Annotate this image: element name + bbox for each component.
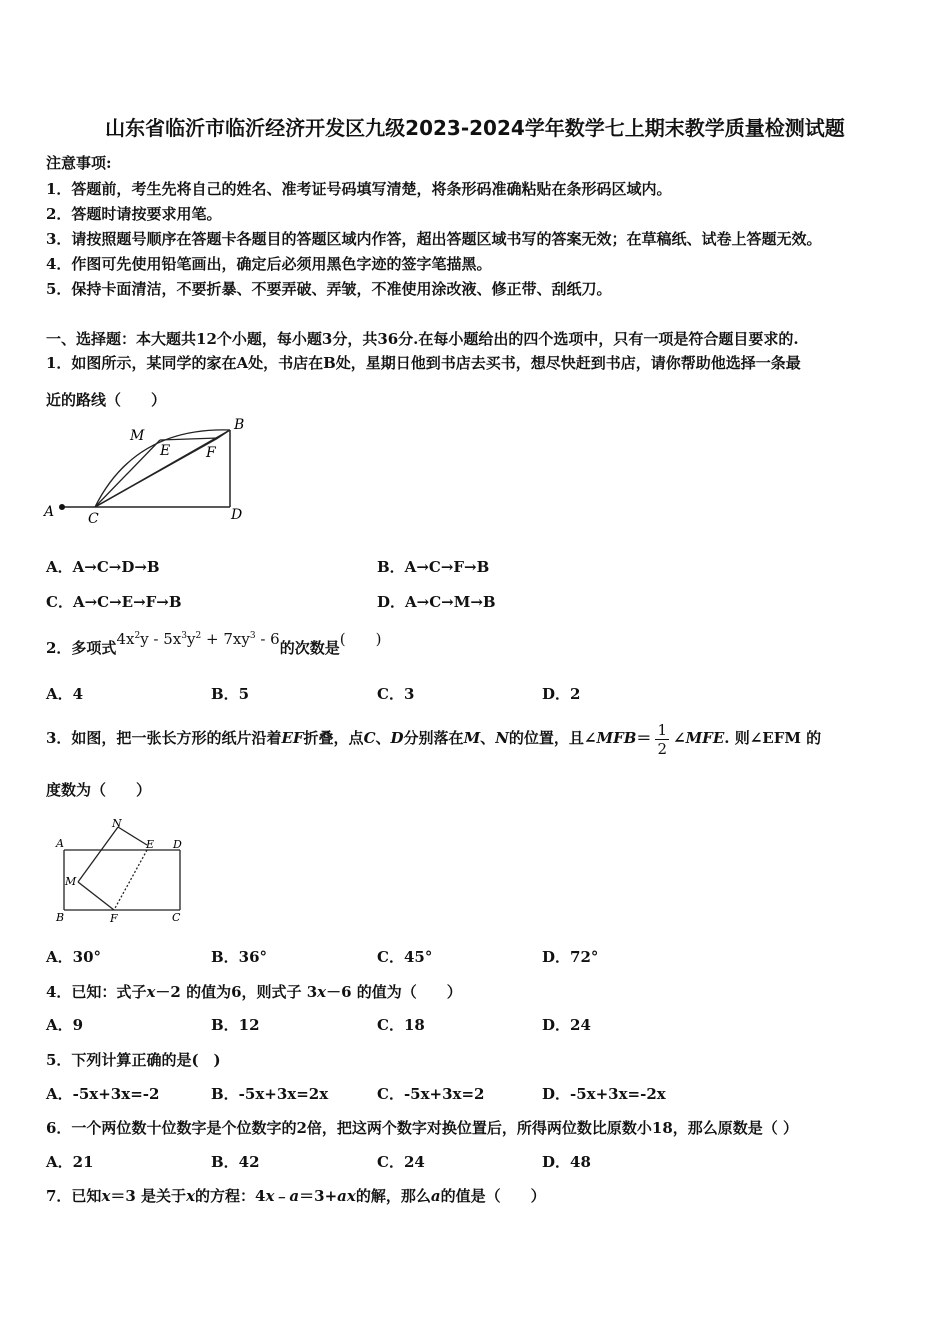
q3-label-n: N	[112, 817, 122, 830]
q3-label-d: D	[173, 838, 182, 851]
q3-label-f: F	[110, 912, 118, 925]
q6-option-b[interactable]: B．42	[211, 1153, 260, 1171]
q1-label-a: A	[44, 504, 55, 520]
q1-line1: 1．如图所示，某同学的家在A处，书店在B处，星期日他到书店去买书，想尽快赶到书店，请你帮助他选择一条最	[46, 354, 801, 372]
q1-label-c: C	[88, 511, 99, 527]
q1-option-d[interactable]: D．A→C→M→B	[377, 593, 496, 611]
q5-option-b[interactable]: B．-5x+3x=2x	[211, 1085, 329, 1103]
q2-prefix: 2．多项式	[46, 639, 117, 657]
q2-option-a[interactable]: A．4	[46, 685, 84, 703]
q1-label-f: F	[206, 445, 216, 461]
q4-option-a[interactable]: A．9	[46, 1016, 84, 1034]
q1-option-a[interactable]: A．A→C→D→B	[46, 558, 160, 576]
q1-figure	[40, 412, 255, 530]
q2-suffix: 的次数是	[279, 639, 340, 657]
q3-option-d[interactable]: D．72°	[542, 948, 599, 966]
q3-label-m: M	[65, 875, 77, 888]
q1-label-d: D	[231, 507, 243, 523]
q3-figure	[52, 815, 192, 927]
notice-item-2: 2．答题时请按要求用笔。	[46, 205, 222, 223]
q1-option-b[interactable]: B．A→C→F→B	[377, 558, 490, 576]
q5-option-c[interactable]: C．-5x+3x=2	[377, 1085, 485, 1103]
page-title: 山东省临沂市临沂经济开发区九级2023-2024学年数学七上期末教学质量检测试题	[105, 116, 845, 140]
q2-option-d[interactable]: D．2	[542, 685, 581, 703]
q3-label-c: C	[172, 911, 181, 924]
q2-stem	[46, 628, 382, 657]
q1-line2: 近的路线（ ）	[46, 391, 167, 409]
q5-option-d[interactable]: D．-5x+3x=-2x	[542, 1085, 666, 1103]
q3-line2: 度数为（ ）	[46, 781, 152, 799]
q1-label-b: B	[234, 417, 245, 433]
q3-label-b: B	[56, 911, 65, 924]
q4-option-c[interactable]: C．18	[377, 1016, 425, 1034]
q3-label-a: A	[56, 837, 64, 850]
notice-item-5: 5．保持卡面清洁，不要折暴、不要弄破、弄皱，不准使用涂改液、修正带、刮纸刀。	[46, 280, 612, 298]
q2-option-c[interactable]: C．3	[377, 685, 415, 703]
q4-option-b[interactable]: B．12	[211, 1016, 260, 1034]
notice-heading: 注意事项:	[46, 154, 112, 172]
q4-stem: 4．已知：式子x－2 的值为6，则式子 3x－6 的值为（ ）	[46, 983, 462, 1001]
q7-stem: 7．已知x＝3 是关于x的方程：4x﹣a＝3+ax的解，那么a的值是（ ）	[46, 1187, 546, 1205]
q3-option-a[interactable]: A．30°	[46, 948, 102, 966]
q1-option-c[interactable]: C．A→C→E→F→B	[46, 593, 182, 611]
q2-blank: ( )	[339, 630, 382, 648]
q5-option-a[interactable]: A．-5x+3x=-2	[46, 1085, 160, 1103]
q4-option-d[interactable]: D．24	[542, 1016, 591, 1034]
q3-line1: 3．如图，把一张长方形的纸片沿着EF折叠，点C、D分别落在M、N的位置，且∠MFB＝ $\frac{1}{2}$ ∠MFE. 则∠EFM 的	[46, 720, 822, 758]
q3-option-b[interactable]: B．36°	[211, 948, 268, 966]
q3-fraction: $\frac{1}{2}$	[657, 720, 667, 758]
notice-item-1: 1．答题前，考生先将自己的姓名、准考证号码填写清楚，将条形码准确粘贴在条形码区域内。	[46, 180, 672, 198]
q2-expression: $4x^2y - 5x^3y^2 + 7xy^3 - 6$	[116, 630, 280, 648]
notice-item-3: 3．请按照题号顺序在答题卡各题目的答题区域内作答，超出答题区域书写的答案无效；在草稿纸、试卷上答题无效。	[46, 230, 822, 248]
q6-option-c[interactable]: C．24	[377, 1153, 425, 1171]
section-heading: 一、选择题：本大题共12个小题，每小题3分，共36分.在每小题给出的四个选项中，只有一项是符合题目要求的.	[46, 330, 799, 348]
q6-option-d[interactable]: D．48	[542, 1153, 591, 1171]
q6-stem: 6．一个两位数十位数字是个位数字的2倍，把这两个数字对换位置后，所得两位数比原数小18，那么原数是（ ）	[46, 1119, 798, 1137]
notice-item-4: 4．作图可先使用铅笔画出，确定后必须用黑色字迹的签字笔描黑。	[46, 255, 492, 273]
q2-option-b[interactable]: B．5	[211, 685, 250, 703]
q1-label-e: E	[160, 443, 171, 459]
q1-label-m: M	[130, 428, 145, 444]
q3-option-c[interactable]: C．45°	[377, 948, 433, 966]
q3-label-e: E	[146, 838, 155, 851]
q6-option-a[interactable]: A．21	[46, 1153, 94, 1171]
q5-stem: 5．下列计算正确的是( )	[46, 1051, 221, 1069]
